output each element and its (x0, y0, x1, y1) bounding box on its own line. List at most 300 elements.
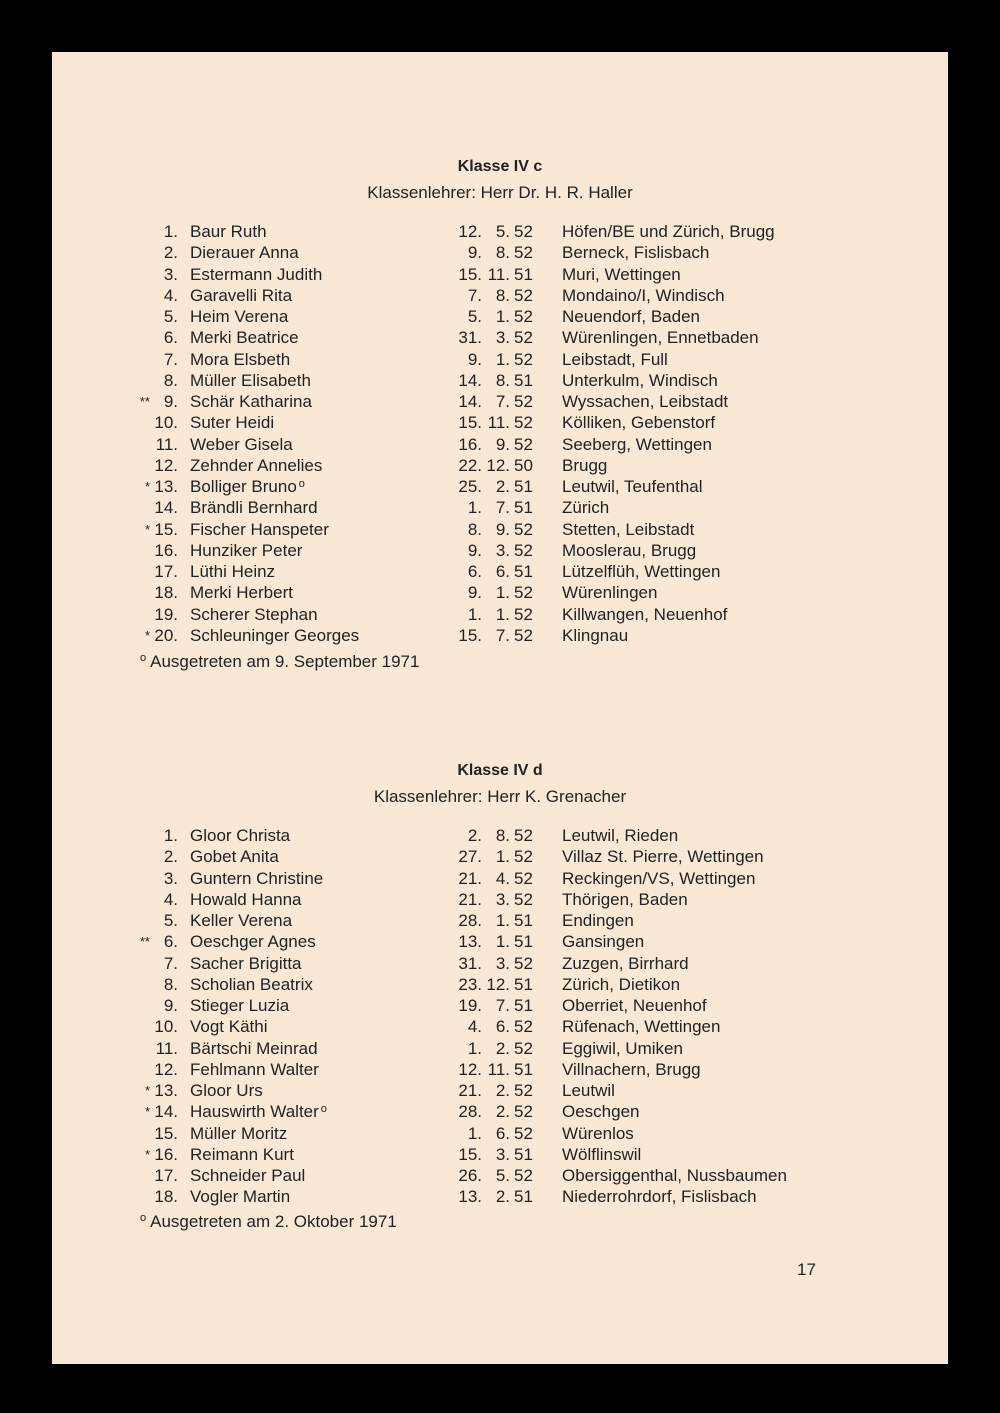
birth-year: 52 (514, 222, 533, 241)
row-number: 1. (163, 826, 178, 845)
birth-day: 4. (467, 1017, 482, 1037)
section-title: Klasse IV c (457, 158, 543, 175)
birth-year: 51 (514, 1059, 533, 1079)
birth-day: 31. (458, 953, 482, 973)
table-row (52, 931, 948, 952)
birth-year: 51 (514, 911, 533, 930)
student-name-text: Müller Moritz (190, 1123, 288, 1143)
footnote (140, 1212, 397, 1232)
student-name (190, 868, 323, 889)
student-name-text: Weber Gisela (190, 434, 293, 454)
hometown-residence: Seeberg, Wettingen (562, 434, 712, 454)
table-row (52, 910, 948, 931)
birth-year: 52 (514, 625, 533, 645)
birth-year: 51 (514, 498, 533, 518)
section-title: Klasse IV d (457, 762, 543, 779)
student-name-text: Estermann Judith (190, 264, 323, 284)
hometown-residence: Zuzgen, Birrhard (562, 953, 689, 973)
birth-year: 52 (514, 583, 533, 603)
student-name (190, 221, 267, 242)
student-name-text: Gobet Anita (190, 847, 279, 867)
table-row (52, 604, 948, 625)
birth-year: 52 (514, 953, 533, 973)
student-name-text: Merki Beatrice (190, 328, 299, 348)
birth-year: 52 (514, 392, 533, 411)
birth-month: 3. (495, 889, 510, 909)
student-name-text: Heim Verena (190, 307, 289, 326)
birth-month: 11. (487, 264, 510, 284)
birth-day: 2. (467, 826, 482, 845)
student-name-text: Brändli Bernhard (190, 498, 318, 518)
student-name-text: Guntern Christine (190, 868, 324, 888)
birth-year: 52 (514, 868, 533, 888)
birth-year: 51 (514, 562, 533, 581)
hometown-residence: Oeschgen (562, 1102, 640, 1122)
birth-month: 7. (495, 392, 510, 411)
birth-year: 52 (514, 604, 533, 624)
row-number: 17. (154, 562, 178, 581)
student-name-text: Dierauer Anna (190, 243, 299, 263)
student-name (190, 497, 318, 518)
birth-month: 3. (495, 328, 510, 348)
table-row (52, 1059, 948, 1080)
birth-month: 1. (495, 847, 510, 867)
table-row (52, 1186, 948, 1207)
student-name (190, 846, 279, 867)
row-number: 13. (154, 1081, 178, 1100)
student-name (190, 434, 293, 455)
hometown-residence: Mondaino/I, Windisch (562, 285, 725, 305)
birth-year: 51 (514, 974, 533, 994)
birth-day: 22. (458, 455, 482, 475)
student-name (190, 1186, 290, 1207)
birth-day: 21. (458, 1081, 482, 1100)
hometown-residence: Würenlingen (562, 583, 658, 603)
table-row (52, 1038, 948, 1059)
hometown-residence: Endingen (562, 911, 634, 930)
row-number: 10. (154, 413, 178, 433)
birth-day: 13. (458, 932, 482, 952)
table-row (52, 519, 948, 540)
row-number: 3. (163, 264, 178, 284)
birth-day: 15. (458, 625, 482, 645)
row-marker: * (144, 1104, 150, 1120)
student-name (190, 306, 288, 327)
birth-year: 51 (514, 370, 533, 390)
student-name-text: Bolliger Bruno (190, 477, 297, 496)
row-number: 20. (154, 625, 178, 645)
student-name (190, 370, 311, 391)
row-number: 7. (163, 953, 178, 973)
student-name (190, 519, 329, 540)
birth-day: 14. (458, 370, 482, 390)
row-number: 14. (154, 1102, 178, 1122)
student-name-text: Scholian Beatrix (190, 974, 313, 994)
row-number: 10. (154, 1017, 178, 1037)
student-name (190, 953, 302, 974)
student-name-text: Schneider Paul (190, 1166, 306, 1185)
student-name-text: Gloor Christa (190, 826, 291, 845)
table-row (52, 476, 948, 497)
table-row (52, 868, 948, 889)
row-marker: * (144, 521, 150, 537)
student-list (52, 221, 948, 646)
birth-month: 2. (495, 1102, 510, 1122)
table-row (52, 412, 948, 433)
student-name (190, 1059, 319, 1080)
row-number: 7. (163, 349, 178, 369)
student-name-text: Keller Verena (190, 911, 293, 930)
student-name-text: Oeschger Agnes (190, 932, 316, 952)
row-number: 9. (163, 996, 178, 1015)
document-page (52, 52, 948, 1364)
student-name (190, 604, 318, 625)
table-row (52, 625, 948, 646)
student-name-text: Scherer Stephan (190, 604, 318, 624)
hometown-residence: Gansingen (562, 932, 645, 952)
hometown-residence: Leibstadt, Full (562, 349, 668, 369)
hometown-residence: Mooslerau, Brugg (562, 540, 697, 560)
student-name (190, 1101, 327, 1122)
row-number: 11. (155, 434, 178, 454)
birth-day: 15. (458, 1144, 482, 1164)
student-name (190, 889, 302, 910)
table-row (52, 264, 948, 285)
hometown-residence: Villaz St. Pierre, Wettingen (562, 847, 764, 867)
student-name (190, 1123, 287, 1144)
student-name-text: Suter Heidi (190, 413, 275, 433)
birth-day: 13. (458, 1187, 482, 1207)
hometown-residence: Rüfenach, Wettingen (562, 1017, 721, 1037)
birth-day: 9. (467, 583, 482, 603)
student-name (190, 625, 359, 646)
row-number: 14. (154, 498, 178, 518)
table-row (52, 825, 948, 846)
birth-month: 4. (495, 868, 510, 888)
section-teacher: Klassenlehrer: Herr Dr. H. R. Haller (367, 183, 633, 202)
student-name-text: Müller Elisabeth (190, 370, 311, 390)
footnote-text: Ausgetreten am 2. Oktober 1971 (150, 1212, 397, 1231)
birth-month: 1. (495, 932, 510, 952)
row-number: 4. (163, 889, 178, 909)
student-name-text: Garavelli Rita (190, 285, 293, 305)
student-name-text: Schär Katharina (190, 392, 312, 411)
student-name-text: Baur Ruth (190, 222, 267, 241)
hometown-residence: Lützelflüh, Wettingen (562, 562, 721, 581)
student-name (190, 412, 274, 433)
birth-day: 21. (458, 868, 482, 888)
section-teacher: Klassenlehrer: Herr K. Grenacher (373, 787, 627, 806)
hometown-residence: Würenlos (562, 1123, 634, 1143)
birth-month: 8. (495, 370, 510, 390)
student-name (190, 264, 322, 285)
hometown-residence: Zürich, Dietikon (562, 974, 681, 994)
row-number: 15. (154, 1123, 178, 1143)
student-name (190, 1144, 294, 1165)
table-row (52, 1101, 948, 1122)
birth-year: 52 (514, 540, 533, 560)
footnote-text: Ausgetreten am 9. September 1971 (150, 652, 420, 671)
hometown-residence: Neuendorf, Baden (562, 307, 700, 326)
birth-day: 1. (467, 1038, 482, 1058)
table-row (52, 1080, 948, 1101)
birth-day: 12. (458, 1059, 482, 1079)
student-name (190, 540, 302, 561)
row-number: 12. (154, 455, 178, 475)
birth-day: 16. (458, 434, 482, 454)
birth-month: 1. (495, 911, 510, 930)
birth-month: 11. (487, 413, 510, 433)
row-number: 8. (163, 370, 178, 390)
table-row (52, 1165, 948, 1186)
birth-month: 2. (495, 1081, 510, 1100)
hometown-residence: Leutwil (562, 1081, 615, 1100)
table-row (52, 1016, 948, 1037)
row-number: 19. (154, 604, 178, 624)
hometown-residence: Eggiwil, Umiken (562, 1038, 683, 1058)
page-number: 17 (797, 1260, 816, 1279)
hometown-residence: Killwangen, Neuenhof (562, 604, 728, 624)
row-number: 6. (163, 932, 178, 952)
birth-day: 9. (467, 540, 482, 560)
birth-year: 52 (514, 1038, 533, 1058)
withdrawn-marker: o (298, 478, 305, 490)
row-marker: * (144, 479, 150, 494)
row-number: 2. (163, 243, 178, 263)
row-number: 6. (163, 328, 178, 348)
birth-year: 52 (514, 434, 533, 454)
student-name-text: Merki Herbert (190, 583, 293, 603)
row-number: 16. (154, 540, 178, 560)
birth-year: 52 (514, 328, 533, 348)
birth-month: 2. (495, 477, 510, 496)
hometown-residence: Leutwil, Rieden (562, 826, 679, 845)
birth-month: 8. (495, 243, 510, 263)
birth-month: 7. (495, 996, 510, 1015)
row-marker: * (144, 1083, 150, 1098)
student-name (190, 1165, 305, 1186)
birth-month: 11. (487, 1059, 510, 1079)
table-row (52, 497, 948, 518)
birth-year: 52 (514, 243, 533, 263)
student-name (190, 1080, 263, 1101)
student-name (190, 327, 299, 348)
birth-year: 52 (514, 349, 533, 369)
birth-month: 1. (495, 583, 510, 603)
hometown-residence: Unterkulm, Windisch (562, 370, 718, 390)
birth-year: 51 (514, 1187, 533, 1207)
row-number: 8. (163, 974, 178, 994)
birth-month: 3. (495, 540, 510, 560)
student-name (190, 242, 299, 263)
table-row (52, 349, 948, 370)
row-number: 11. (155, 1038, 178, 1058)
birth-month: 7. (495, 625, 510, 645)
student-name (190, 1016, 268, 1037)
hometown-residence: Wölflinswil (562, 1144, 642, 1164)
birth-year: 52 (514, 889, 533, 909)
hometown-residence: Zürich (562, 498, 610, 518)
table-row (52, 306, 948, 327)
birth-month: 1. (495, 307, 510, 326)
student-name-text: Howald Hanna (190, 889, 302, 909)
student-name (190, 455, 322, 476)
table-row (52, 391, 948, 412)
birth-day: 28. (458, 1102, 482, 1122)
birth-day: 15. (458, 413, 482, 433)
birth-month: 9. (495, 519, 510, 539)
birth-month: 9. (495, 434, 510, 454)
table-row (52, 455, 948, 476)
student-list (52, 825, 948, 1208)
birth-month: 6. (495, 1123, 510, 1143)
student-name (190, 285, 292, 306)
table-row (52, 974, 948, 995)
row-number: 15. (154, 519, 178, 539)
table-row (52, 327, 948, 348)
student-name (190, 476, 305, 497)
row-number: 17. (154, 1166, 178, 1185)
hometown-residence: Klingnau (562, 625, 629, 645)
birth-month: 6. (495, 1017, 510, 1037)
birth-year: 51 (514, 1144, 533, 1164)
row-number: 18. (154, 583, 178, 603)
row-marker: ** (139, 934, 150, 950)
birth-month: 3. (495, 953, 510, 973)
hometown-residence: Obersiggenthal, Nussbaumen (562, 1166, 787, 1185)
birth-day: 31. (458, 328, 482, 348)
birth-day: 26. (458, 1166, 482, 1185)
student-name-text: Zehnder Annelies (190, 455, 323, 475)
birth-day: 1. (467, 1123, 482, 1143)
birth-year: 52 (514, 826, 533, 845)
birth-year: 51 (514, 264, 533, 284)
student-name (190, 974, 313, 995)
row-number: 16. (154, 1144, 178, 1164)
row-marker: * (144, 1146, 150, 1162)
row-number: 5. (163, 911, 178, 930)
birth-year: 51 (514, 477, 533, 496)
birth-day: 14. (458, 392, 482, 411)
student-name-text: Hunziker Peter (190, 540, 303, 560)
birth-year: 52 (514, 1123, 533, 1143)
footnote (140, 652, 419, 672)
footnote-symbol: o (140, 1212, 147, 1224)
birth-month: 5. (495, 222, 510, 241)
birth-month: 7. (495, 498, 510, 518)
student-name-text: Stieger Luzia (190, 996, 290, 1015)
student-name-text: Reimann Kurt (190, 1144, 294, 1164)
birth-year: 52 (514, 1166, 533, 1185)
birth-year: 52 (514, 1017, 533, 1037)
birth-day: 1. (467, 604, 482, 624)
birth-year: 50 (514, 455, 533, 475)
student-name-text: Schleuninger Georges (190, 625, 360, 645)
table-row (52, 846, 948, 867)
birth-month: 8. (495, 826, 510, 845)
student-name-text: Mora Elsbeth (190, 349, 291, 369)
birth-year: 52 (514, 519, 533, 539)
row-number: 18. (154, 1187, 178, 1207)
row-number: 9. (163, 392, 178, 411)
row-number: 12. (154, 1059, 178, 1079)
birth-year: 52 (514, 285, 533, 305)
table-row (52, 1144, 948, 1165)
birth-month: 1. (495, 349, 510, 369)
student-name (190, 391, 312, 412)
hometown-residence: Berneck, Fislisbach (562, 243, 710, 263)
row-number: 1. (163, 222, 178, 241)
hometown-residence: Villnachern, Brugg (562, 1059, 701, 1079)
student-name (190, 825, 290, 846)
birth-month: 12. (486, 974, 510, 994)
hometown-residence: Muri, Wettingen (562, 264, 681, 284)
birth-day: 5. (467, 307, 482, 326)
row-number: 3. (163, 868, 178, 888)
birth-day: 15. (458, 264, 482, 284)
table-row (52, 953, 948, 974)
birth-day: 6. (467, 562, 482, 581)
table-row (52, 995, 948, 1016)
birth-day: 27. (458, 847, 482, 867)
student-name-text: Sacher Brigitta (190, 953, 302, 973)
birth-year: 52 (514, 413, 533, 433)
birth-year: 52 (514, 1081, 533, 1100)
birth-day: 9. (467, 349, 482, 369)
hometown-residence: Niederrohrdorf, Fislisbach (562, 1187, 757, 1207)
birth-day: 23. (458, 974, 482, 994)
table-row (52, 582, 948, 603)
birth-year: 51 (514, 932, 533, 952)
hometown-residence: Würenlingen, Ennetbaden (562, 328, 759, 348)
row-marker: ** (139, 394, 150, 409)
table-row (52, 370, 948, 391)
student-name (190, 349, 290, 370)
student-name (190, 561, 275, 582)
student-name-text: Vogler Martin (190, 1187, 291, 1207)
row-number: 13. (154, 477, 178, 496)
birth-year: 52 (514, 307, 533, 326)
birth-month: 6. (495, 562, 510, 581)
table-row (52, 221, 948, 242)
table-row (52, 434, 948, 455)
birth-day: 25. (458, 477, 482, 496)
student-name-text: Hauswirth Walter (190, 1102, 319, 1122)
hometown-residence: Höfen/BE und Zürich, Brugg (562, 222, 775, 241)
row-marker: * (144, 627, 150, 643)
hometown-residence: Reckingen/VS, Wettingen (562, 868, 756, 888)
student-name-text: Lüthi Heinz (190, 562, 276, 581)
student-name (190, 1038, 318, 1059)
birth-day: 8. (467, 519, 482, 539)
table-row (52, 889, 948, 910)
birth-year: 52 (514, 1102, 533, 1122)
birth-month: 2. (495, 1187, 510, 1207)
birth-day: 19. (458, 996, 482, 1015)
hometown-residence: Thörigen, Baden (562, 889, 688, 909)
birth-day: 7. (467, 285, 482, 305)
hometown-residence: Stetten, Leibstadt (562, 519, 695, 539)
student-name-text: Vogt Käthi (190, 1017, 268, 1037)
birth-day: 12. (458, 222, 482, 241)
student-name-text: Gloor Urs (190, 1081, 263, 1100)
hometown-residence: Wyssachen, Leibstadt (562, 392, 729, 411)
birth-year: 52 (514, 847, 533, 867)
withdrawn-marker: o (320, 1103, 327, 1116)
birth-day: 28. (458, 911, 482, 930)
student-name (190, 931, 316, 952)
birth-month: 12. (486, 455, 510, 475)
